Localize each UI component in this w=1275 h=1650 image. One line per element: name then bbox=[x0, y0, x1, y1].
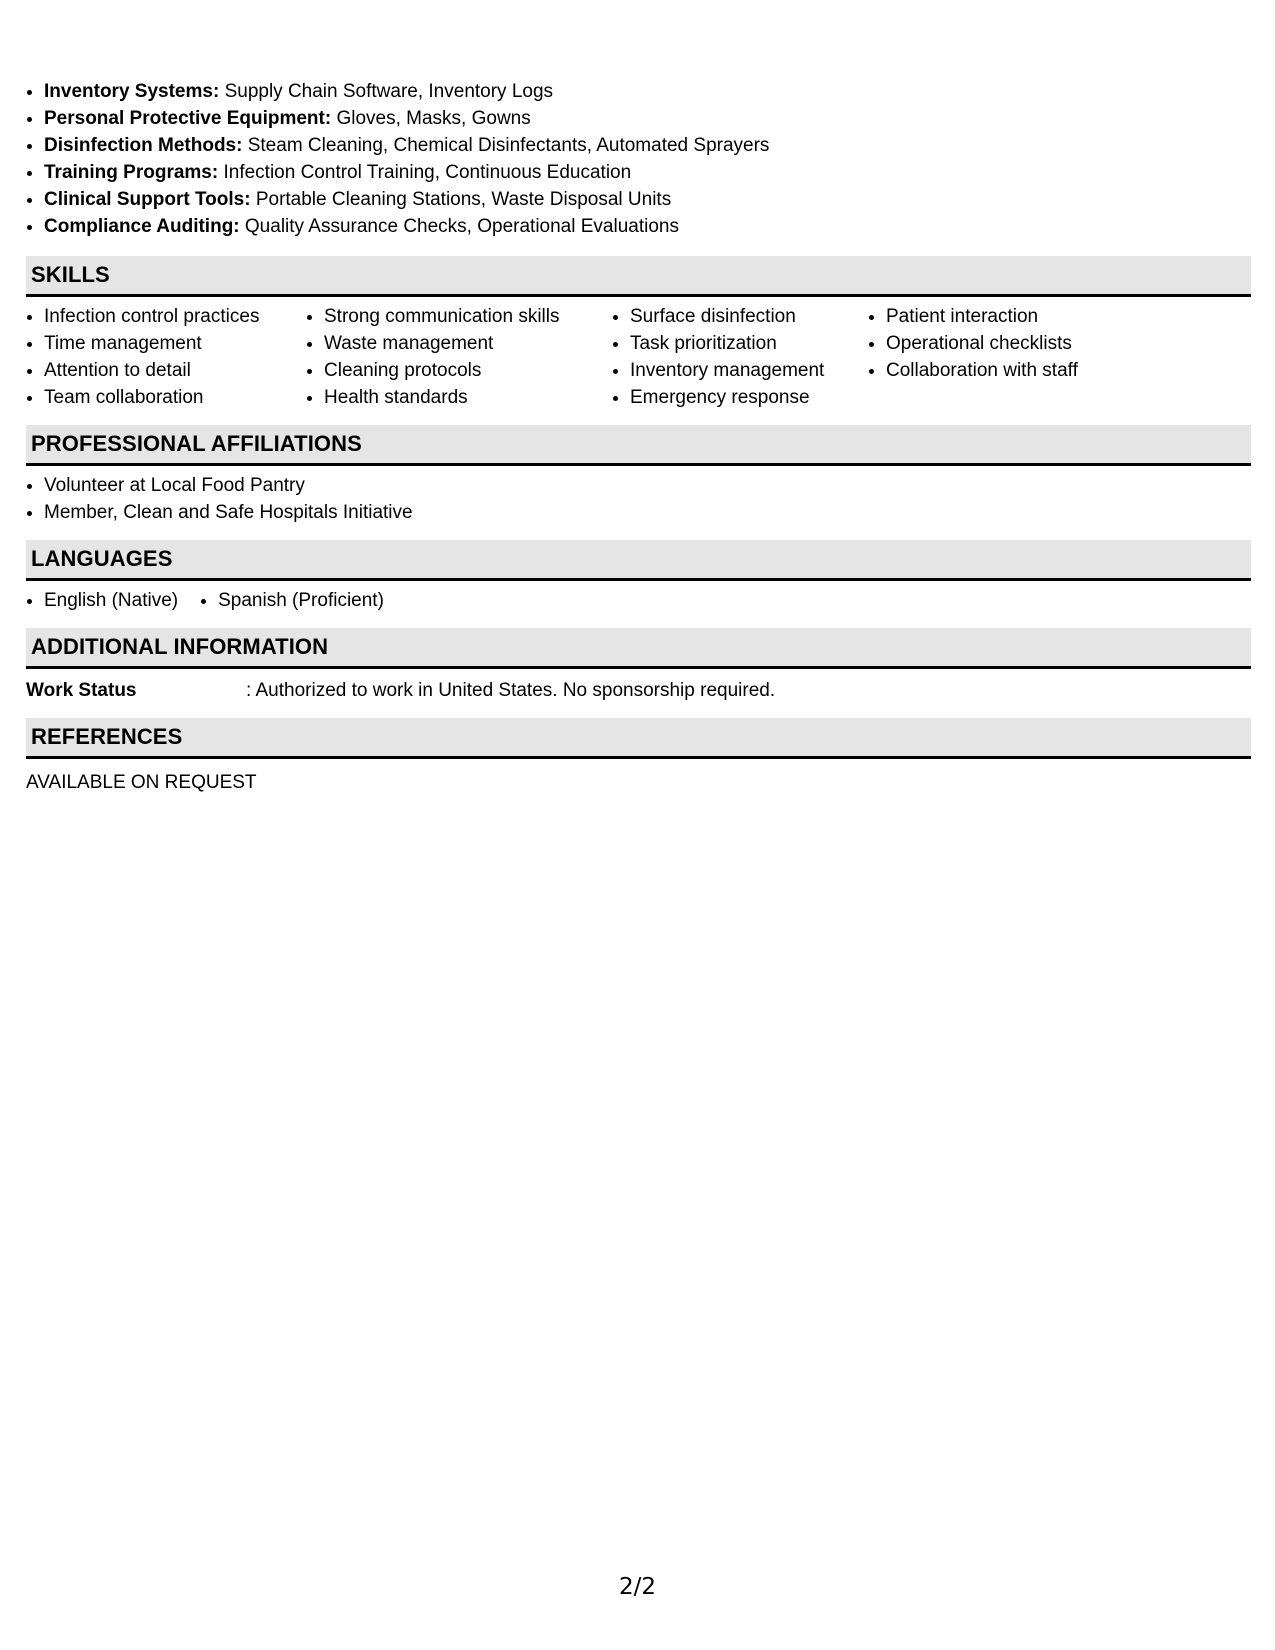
list-item bbox=[44, 159, 1251, 186]
languages-list bbox=[26, 581, 1251, 614]
page-number: 2/2 bbox=[618, 1574, 656, 1600]
tool-label: Personal Protective Equipment: bbox=[44, 108, 332, 129]
list-item: • English (Native) bbox=[44, 587, 178, 614]
skills-column bbox=[306, 303, 594, 411]
skills-grid bbox=[26, 297, 1251, 411]
tool-value: Infection Control Training, Continuous Education bbox=[218, 162, 632, 183]
list-item: • Member, Clean and Safe Hospitals Initiative bbox=[44, 499, 1251, 526]
tool-label: Compliance Auditing: bbox=[44, 216, 240, 237]
affiliations-list bbox=[26, 466, 1251, 526]
language-group bbox=[200, 587, 384, 614]
tool-value: Gloves, Masks, Gowns bbox=[331, 108, 531, 129]
tool-value: Supply Chain Software, Inventory Logs bbox=[219, 81, 554, 102]
list-item: • Infection control practices bbox=[44, 303, 288, 330]
tools-list bbox=[26, 78, 1251, 240]
tool-label: Clinical Support Tools: bbox=[44, 189, 251, 210]
work-status-value: : Authorized to work in United States. No sponsorship required. bbox=[246, 680, 776, 701]
list-item: • Operational checklists bbox=[886, 330, 1146, 357]
tool-label: Inventory Systems: bbox=[44, 81, 220, 102]
tool-label: Training Programs: bbox=[44, 162, 219, 183]
list-item bbox=[44, 213, 1251, 240]
skills-column bbox=[612, 303, 850, 411]
list-item: • Waste management bbox=[324, 330, 594, 357]
list-item: • Health standards bbox=[324, 384, 594, 411]
skills-column bbox=[26, 303, 288, 411]
list-item bbox=[44, 78, 1251, 105]
list-item bbox=[44, 186, 1251, 213]
resume-page bbox=[26, 78, 1251, 796]
tool-value: Steam Cleaning, Chemical Disinfectants, Automated Sprayers bbox=[242, 135, 770, 156]
language-group bbox=[26, 587, 178, 614]
list-item bbox=[44, 105, 1251, 132]
section-heading-affiliations: PROFESSIONAL AFFILIATIONS bbox=[26, 425, 1251, 466]
list-item: • Cleaning protocols bbox=[324, 357, 594, 384]
section-heading-languages: LANGUAGES bbox=[26, 540, 1251, 581]
work-status-label: Work Status bbox=[26, 680, 137, 701]
list-item: • Attention to detail bbox=[44, 357, 288, 384]
list-item: • Spanish (Proficient) bbox=[218, 587, 384, 614]
list-item: • Inventory management bbox=[630, 357, 850, 384]
tool-value: Quality Assurance Checks, Operational Evaluations bbox=[239, 216, 679, 237]
work-status-row bbox=[26, 669, 1251, 704]
list-item: • Collaboration with staff bbox=[886, 357, 1146, 384]
section-heading-references: REFERENCES bbox=[26, 718, 1251, 759]
tool-value: Portable Cleaning Stations, Waste Disposal Units bbox=[250, 189, 672, 210]
list-item: • Strong communication skills bbox=[324, 303, 594, 330]
list-item: • Time management bbox=[44, 330, 288, 357]
list-item: • Task prioritization bbox=[630, 330, 850, 357]
references-text: AVAILABLE ON REQUEST bbox=[26, 772, 257, 793]
list-item: • Volunteer at Local Food Pantry bbox=[44, 472, 1251, 499]
tool-label: Disinfection Methods: bbox=[44, 135, 243, 156]
list-item: • Surface disinfection bbox=[630, 303, 850, 330]
list-item bbox=[44, 132, 1251, 159]
skills-column bbox=[868, 303, 1146, 411]
list-item: • Team collaboration bbox=[44, 384, 288, 411]
list-item: • Emergency response bbox=[630, 384, 850, 411]
section-heading-skills: SKILLS bbox=[26, 256, 1251, 297]
section-heading-additional-information: ADDITIONAL INFORMATION bbox=[26, 628, 1251, 669]
list-item: • Patient interaction bbox=[886, 303, 1146, 330]
